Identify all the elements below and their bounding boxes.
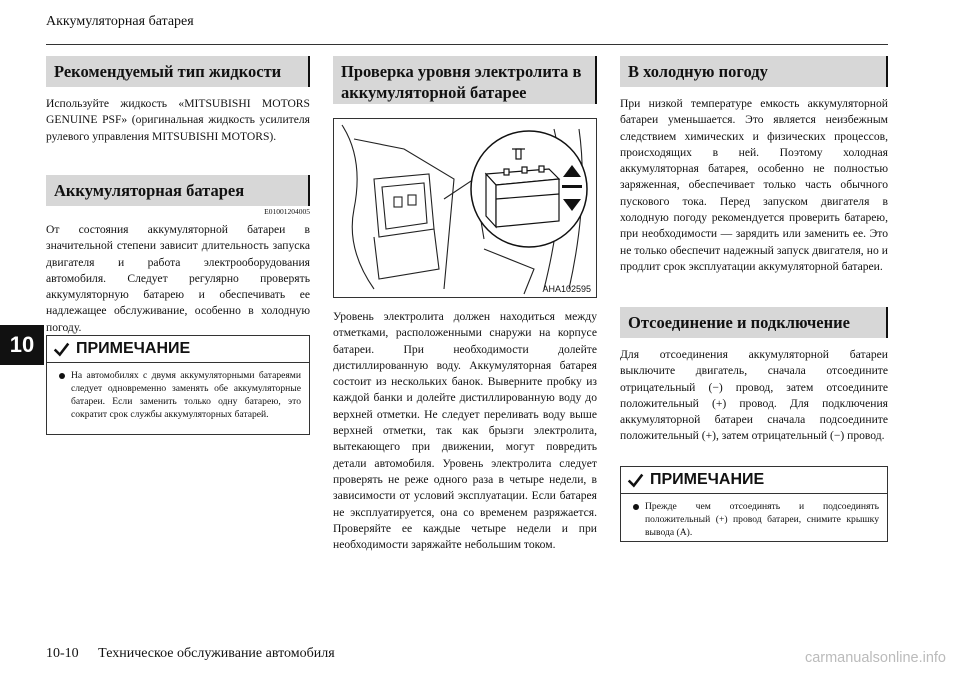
note-header — [621, 467, 887, 494]
note-header — [47, 336, 309, 363]
page-footer — [46, 646, 335, 662]
electrolite-heading: Проверка уровня электролита в аккумуляторной батарее — [333, 56, 597, 104]
page-number: 10-10 — [46, 646, 79, 661]
cold-weather-text: При низкой температуре емкость аккумуляторной батареи уменьшается. Это является неизбежным следствием химических и физических процессов, происходящих в ней. Поэтому холодная аккумуляторная батарея, особенно не полностью заряженная, обеспечивает только часть обычного пускового тока. Перед запуском двигателя в холодную погоду рекомендуется проверить батарею, при необходимости — зарядить или заменить ее. Это не только обеспечит надежный запуск двигателя, но и продлит срок эксплуатации аккумуляторной батареи. — [620, 97, 888, 273]
watermark: carmanualsonline.info — [804, 650, 946, 666]
fluid-text: Используйте жидкость «MITSUBISHI MOTORS GENUINE PSF» (оригинальная жидкость усилителя рулевого управления MITSUBISHI MOTORS). — [46, 97, 310, 143]
battery-text: От состояния аккумуляторной батареи в значительной степени зависит длительность запуска двигателя и работа электрооборудования автомобиля. Следует регулярно проверять аккумуляторную батарею и обеспечивать ее надлежащее обслуживание, особенно в холодную погоду. — [46, 223, 310, 334]
check-icon — [53, 341, 70, 358]
battery-illustration — [334, 119, 596, 297]
note-box-2 — [620, 466, 888, 542]
note-text: Прежде чем отсоединять и подсоединять положительный (+) провод батареи, снимите крышку вывода (A). — [645, 501, 879, 538]
chapter-tab: 10 — [0, 325, 44, 365]
disconnect-heading: Отсоединение и подключение — [620, 307, 888, 338]
fluid-heading: Рекомендуемый тип жидкости — [46, 56, 310, 87]
battery-code: E01001204005 — [264, 207, 310, 216]
note-title: ПРИМЕЧАНИЕ — [76, 340, 191, 357]
bullet-icon — [59, 373, 65, 379]
page-header-title: Аккумуляторная батарея — [46, 14, 194, 29]
header-divider — [46, 44, 888, 45]
figure-code: AHA102595 — [542, 284, 591, 294]
check-icon — [627, 472, 644, 489]
note-title: ПРИМЕЧАНИЕ — [650, 471, 765, 488]
note-text: На автомобилях с двумя аккумуляторными батареями следует одновременно заменять обе аккумуляторные батареи. Если заменить только одну батарею, это сократит срок службы аккумуляторных батарей. — [71, 370, 301, 420]
electrolite-text: Уровень электролита должен находиться между отметками, расположенными снаружи на корпусе батареи. При необходимости долейте дистиллированную воду. Аккумуляторная батарея состоит из нескольких банок. Выверните пробку из каждой банки и долейте дистиллированную воду до верхней отметки. Не следует переливать воду выше верхней отметки, так как брызги электролита, вытекающего при движении, могут повредить детали автомобиля. Уровень электролита следует проверять не реже одного раза в четыре недели, в зависимости от условий эксплуатации. Если батарея не эксплуатируется, она со временем разряжается. Проверяйте ее каждые четыре недели и при необходимости заряжайте небольшим током. — [333, 310, 597, 552]
battery-heading: Аккумуляторная батарея — [46, 175, 310, 206]
bullet-icon — [633, 504, 639, 510]
cold-weather-heading: В холодную погоду — [620, 56, 888, 87]
footer-section: Техническое обслуживание автомобиля — [98, 646, 335, 661]
note-box-1 — [46, 335, 310, 435]
disconnect-text: Для отсоединения аккумуляторной батареи выключите двигатель, сначала отсоедините отрицательный (−) провод, затем отсоедините положительный (+) провод. Для подключения аккумуляторной батареи сначала подсоедините положительный (+), затем отрицательный (−) провод. — [620, 348, 888, 443]
battery-figure — [333, 118, 597, 298]
